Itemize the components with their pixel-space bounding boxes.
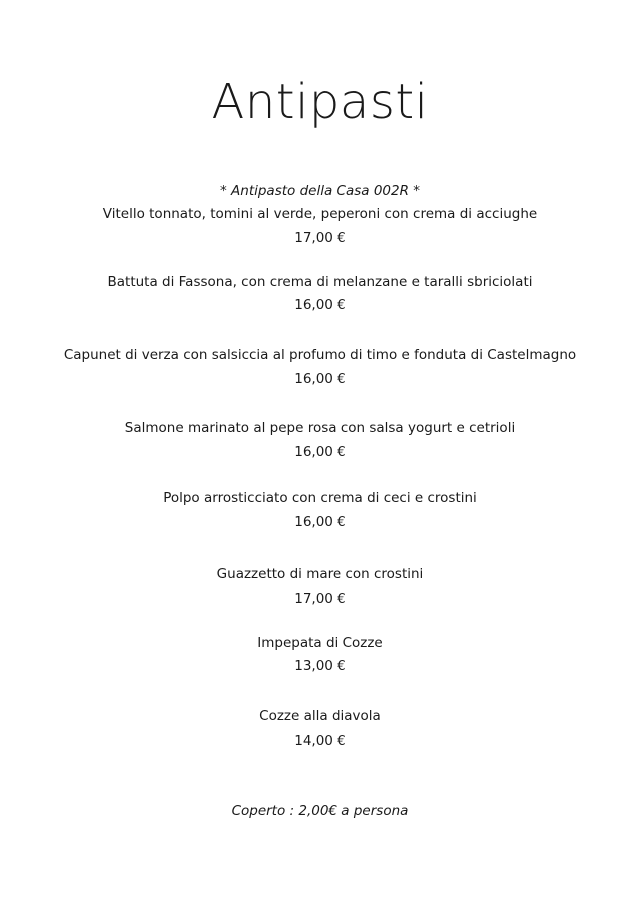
menu-item-description: Guazzetto di mare con crostini — [216, 566, 424, 582]
menu-item-special-label: * Antipasto della Casa 002R * — [219, 183, 421, 199]
menu-item-price: 13,00 € — [294, 658, 346, 674]
menu-item-price: 16,00 € — [294, 444, 346, 460]
menu-item-description: Battuta di Fassona, con crema di melanzane e taralli sbriciolati — [107, 274, 533, 290]
menu-item-price: 17,00 € — [294, 591, 346, 607]
menu-item-price: 16,00 € — [294, 297, 346, 313]
cover-charge-note: Coperto : 2,00€ a persona — [231, 803, 409, 819]
menu-item-description: Salmone marinato al pepe rosa con salsa yogurt e cetrioli — [124, 420, 516, 436]
menu-item-description: Cozze alla diavola — [259, 708, 381, 724]
menu-item-description: Polpo arrosticciato con crema di ceci e crostini — [163, 490, 477, 506]
menu-item-price: 16,00 € — [294, 514, 346, 530]
menu-item-description: Impepata di Cozze — [257, 635, 383, 651]
page-title: Antipasti — [211, 74, 429, 130]
menu-item-description: Capunet di verza con salsiccia al profumo di timo e fonduta di Castelmagno — [63, 347, 577, 363]
menu-item-price: 17,00 € — [294, 230, 346, 246]
menu-item-price: 16,00 € — [294, 371, 346, 387]
menu-item-price: 14,00 € — [294, 733, 346, 749]
menu-item-description: Vitello tonnato, tomini al verde, peperoni con crema di acciughe — [102, 206, 538, 222]
